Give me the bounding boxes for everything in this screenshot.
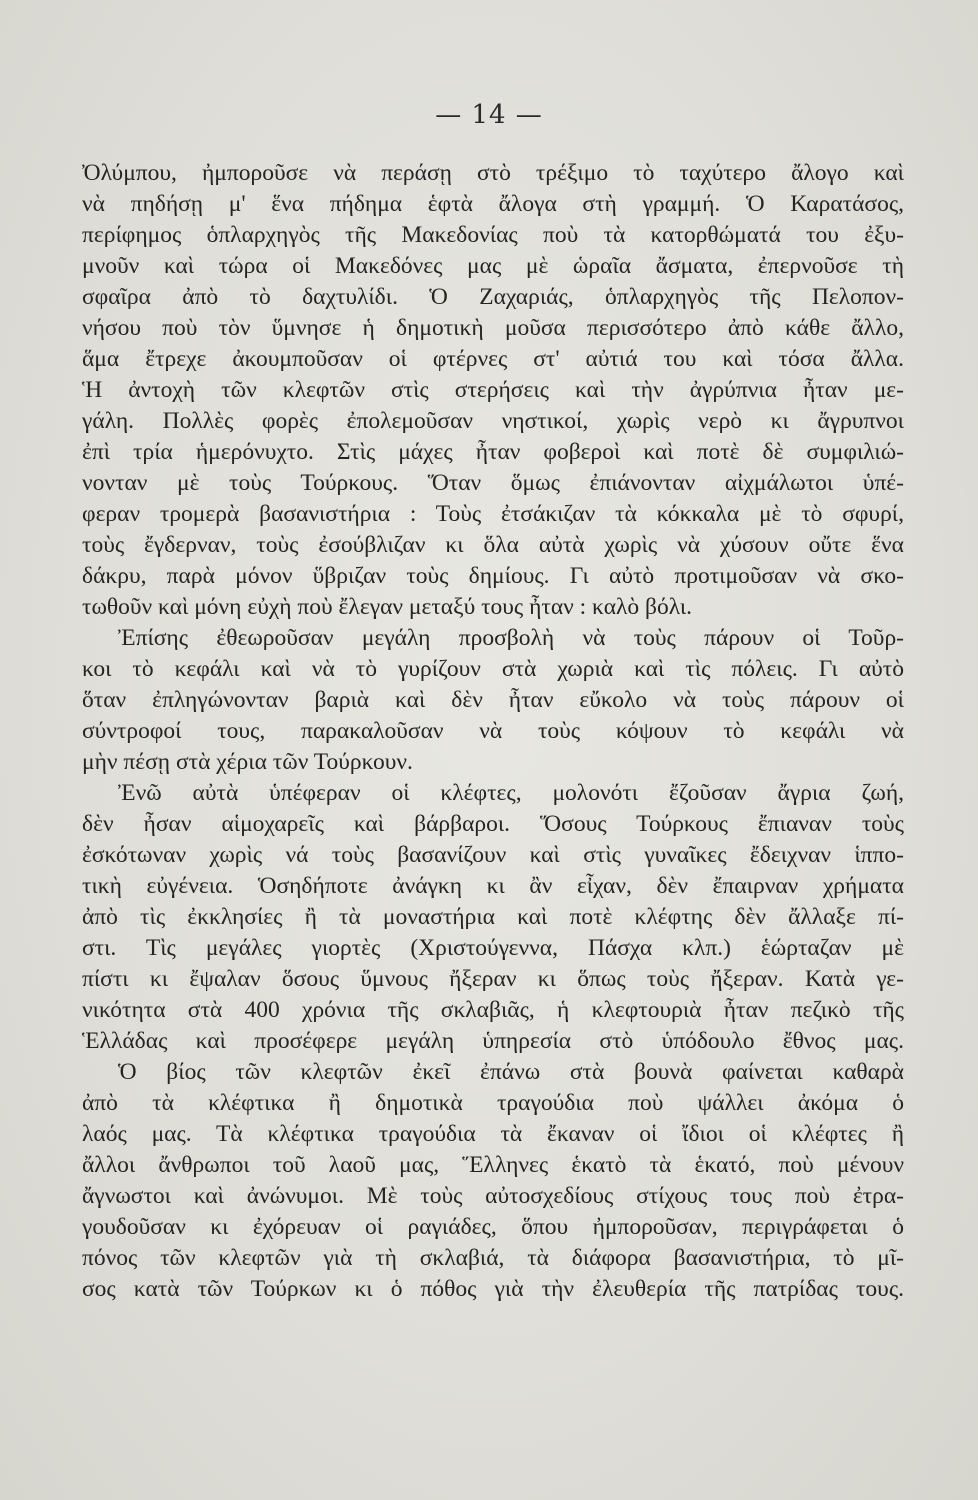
text-line: ἐπὶ τρία ἡμερόνυχτο. Στὶς μάχες ἦταν φοβεροὶ καὶ ποτὲ δὲ συμφιλιώ- [82,439,904,465]
text-line: σύντροφοί τους, παρακαλοῦσαν νὰ τοὺς κόψουν τὸ κεφάλι νὰ [82,718,904,744]
text-line: Ὁ βίος τῶν κλεφτῶν ἐκεῖ ἐπάνω στὰ βουνὰ φαίνεται καθαρὰ [118,1059,904,1085]
text-line: μνοῦν καὶ τώρα οἱ Μακεδόνες μας μὲ ὡραῖα ἄσματα, ἐπερνοῦσε τὴ [82,253,904,279]
text-line: περίφημος ὁπλαρχηγὸς τῆς Μακεδονίας ποὺ τὰ κατορθώματά του ἐξυ- [82,222,904,248]
text-line: δάκρυ, παρὰ μόνον ὕβριζαν τοὺς δημίους. Γι αὐτὸ προτιμοῦσαν νὰ σκο- [82,563,904,589]
text-line: λαός μας. Τὰ κλέφτικα τραγούδια τὰ ἔκαναν οἱ ἴδιοι οἱ κλέφτες ἢ [82,1121,904,1147]
text-line: σφαῖρα ἀπὸ τὸ δαχτυλίδι. Ὁ Ζαχαριάς, ὁπλαρχηγὸς τῆς Πελοπον- [82,284,904,310]
text-line: ἄλλοι ἄνθρωποι τοῦ λαοῦ μας, Ἕλληνες ἑκατὸ τὰ ἑκατό, ποὺ μένουν [82,1152,904,1178]
text-line: τοὺς ἔγδερναν, τοὺς ἐσούβλιζαν κι ὅλα αὐτὰ χωρὶς νὰ χύσουν οὔτε ἕνα [82,532,904,558]
text-line: γουδοῦσαν κι ἐχόρευαν οἱ ραγιάδες, ὅπου ἠμποροῦσαν, περιγράφεται ὁ [82,1214,904,1240]
text-line: κοι τὸ κεφάλι καὶ νὰ τὸ γυρίζουν στὰ χωριὰ καὶ τὶς πόλεις. Γι αὐτὸ [82,656,904,682]
text-line: Ἡ ἀντοχὴ τῶν κλεφτῶν στὶς στερήσεις καὶ τὴν ἀγρύπνια ἦταν με- [82,377,904,403]
text-line: πόνος τῶν κλεφτῶν γιὰ τὴ σκλαβιά, τὰ διάφορα βασανιστήρια, τὸ μῖ- [82,1245,904,1271]
text-line: γάλη. Πολλὲς φορὲς ἐπολεμοῦσαν νηστικοί, χωρὶς νερὸ κι ἄγρυπνοι [82,408,904,434]
page-number: — 14 — [435,100,543,130]
paragraph [82,778,904,1057]
text-line: ἐσκότωναν χωρὶς νά τοὺς βασανίζουν καὶ στὶς γυναῖκες ἔδειχναν ἱππο- [82,842,904,868]
text-line: νὰ πηδήσῃ μ' ἕνα πήδημα ἑφτὰ ἄλογα στὴ γραμμή. Ὁ Καρατάσος, [82,191,904,217]
text-line: μὴν πέσῃ στὰ χέρια τῶν Τούρκουν. [82,749,413,775]
text-line: φεραν τρομερὰ βασανιστήρια : Τοὺς ἐτσάκιζαν τὰ κόκκαλα μὲ τὸ σφυρί, [82,501,904,527]
paragraph [82,623,904,778]
text-line: δὲν ἦσαν αἱμοχαρεῖς καὶ βάρβαροι. Ὅσους Τούρκους ἔπιαναν τοὺς [82,811,904,837]
text-line: ἄγνωστοι καὶ ἀνώνυμοι. Μὲ τοὺς αὐτοσχεδίους στίχους τους ποὺ ἐτρα- [82,1183,904,1209]
body-text [82,158,904,1305]
paragraph [82,158,904,375]
text-line: ὅταν ἐπληγώνονταν βαριὰ καὶ δὲν ἦταν εὔκολο νὰ τοὺς πάρουν οἱ [82,687,904,713]
paragraph [82,1057,904,1305]
text-line: σος κατὰ τῶν Τούρκων κι ὁ πόθος γιὰ τὴν ἐλευθερία τῆς πατρίδας τους. [82,1276,904,1302]
text-line: Ὀλύμπου, ἠμποροῦσε νὰ περάσῃ στὸ τρέξιμο τὸ ταχύτερο ἄλογο καὶ [82,160,904,186]
text-line: Ἐνῶ αὐτὰ ὑπέφεραν οἱ κλέφτες, μολονότι ἔζοῦσαν ἄγρια ζωή, [118,780,904,806]
paragraph [82,375,904,623]
text-line: ἅμα ἔτρεχε ἀκουμποῦσαν οἱ φτέρνες στ' αὐτιά του καὶ τόσα ἄλλα. [82,346,904,372]
text-line: νήσου ποὺ τὸν ὕμνησε ἡ δημοτικὴ μοῦσα περισσότερο ἀπὸ κάθε ἄλλο, [82,315,904,341]
text-line: πίστι κι ἔψαλαν ὅσους ὕμνους ἤξεραν κι ὅπως τοὺς ἤξεραν. Κατὰ γε- [82,966,904,992]
text-line: τικὴ εὐγένεια. Ὁσηδήποτε ἀνάγκη κι ἂν εἶχαν, δὲν ἔπαιρναν χρήματα [82,873,904,899]
text-line: ἀπὸ τὶς ἐκκλησίες ἢ τὰ μοναστήρια καὶ ποτὲ κλέφτης δὲν ἄλλαξε πί- [82,904,904,930]
text-line: Ἑλλάδας καὶ προσέφερε μεγάλη ὑπηρεσία στὸ ὑπόδουλο ἔθνος μας. [82,1028,904,1054]
text-line: Ἐπίσης ἐθεωροῦσαν μεγάλη προσβολὴ νὰ τοὺς πάρουν οἱ Τοῦρ- [118,625,904,651]
text-line: τωθοῦν καὶ μόνη εὐχὴ ποὺ ἔλεγαν μεταξύ τους ἦταν : καλὸ βόλι. [82,594,693,620]
text-line: ἀπὸ τὰ κλέφτικα ἢ δημοτικὰ τραγούδια ποὺ ψάλλει ἀκόμα ὁ [82,1090,904,1116]
text-line: στι. Τὶς μεγάλες γιορτὲς (Χριστούγεννα, Πάσχα κλπ.) ἑώρταζαν μὲ [82,935,904,961]
text-line: νικότητα στὰ 400 χρόνια τῆς σκλαβιᾶς, ἡ κλεφτουριὰ ἦταν πεζικὸ τῆς [82,997,904,1023]
text-line: νονταν μὲ τοὺς Τούρκους. Ὅταν ὅμως ἐπιάνονταν αἰχμάλωτοι ὑπέ- [82,470,904,496]
